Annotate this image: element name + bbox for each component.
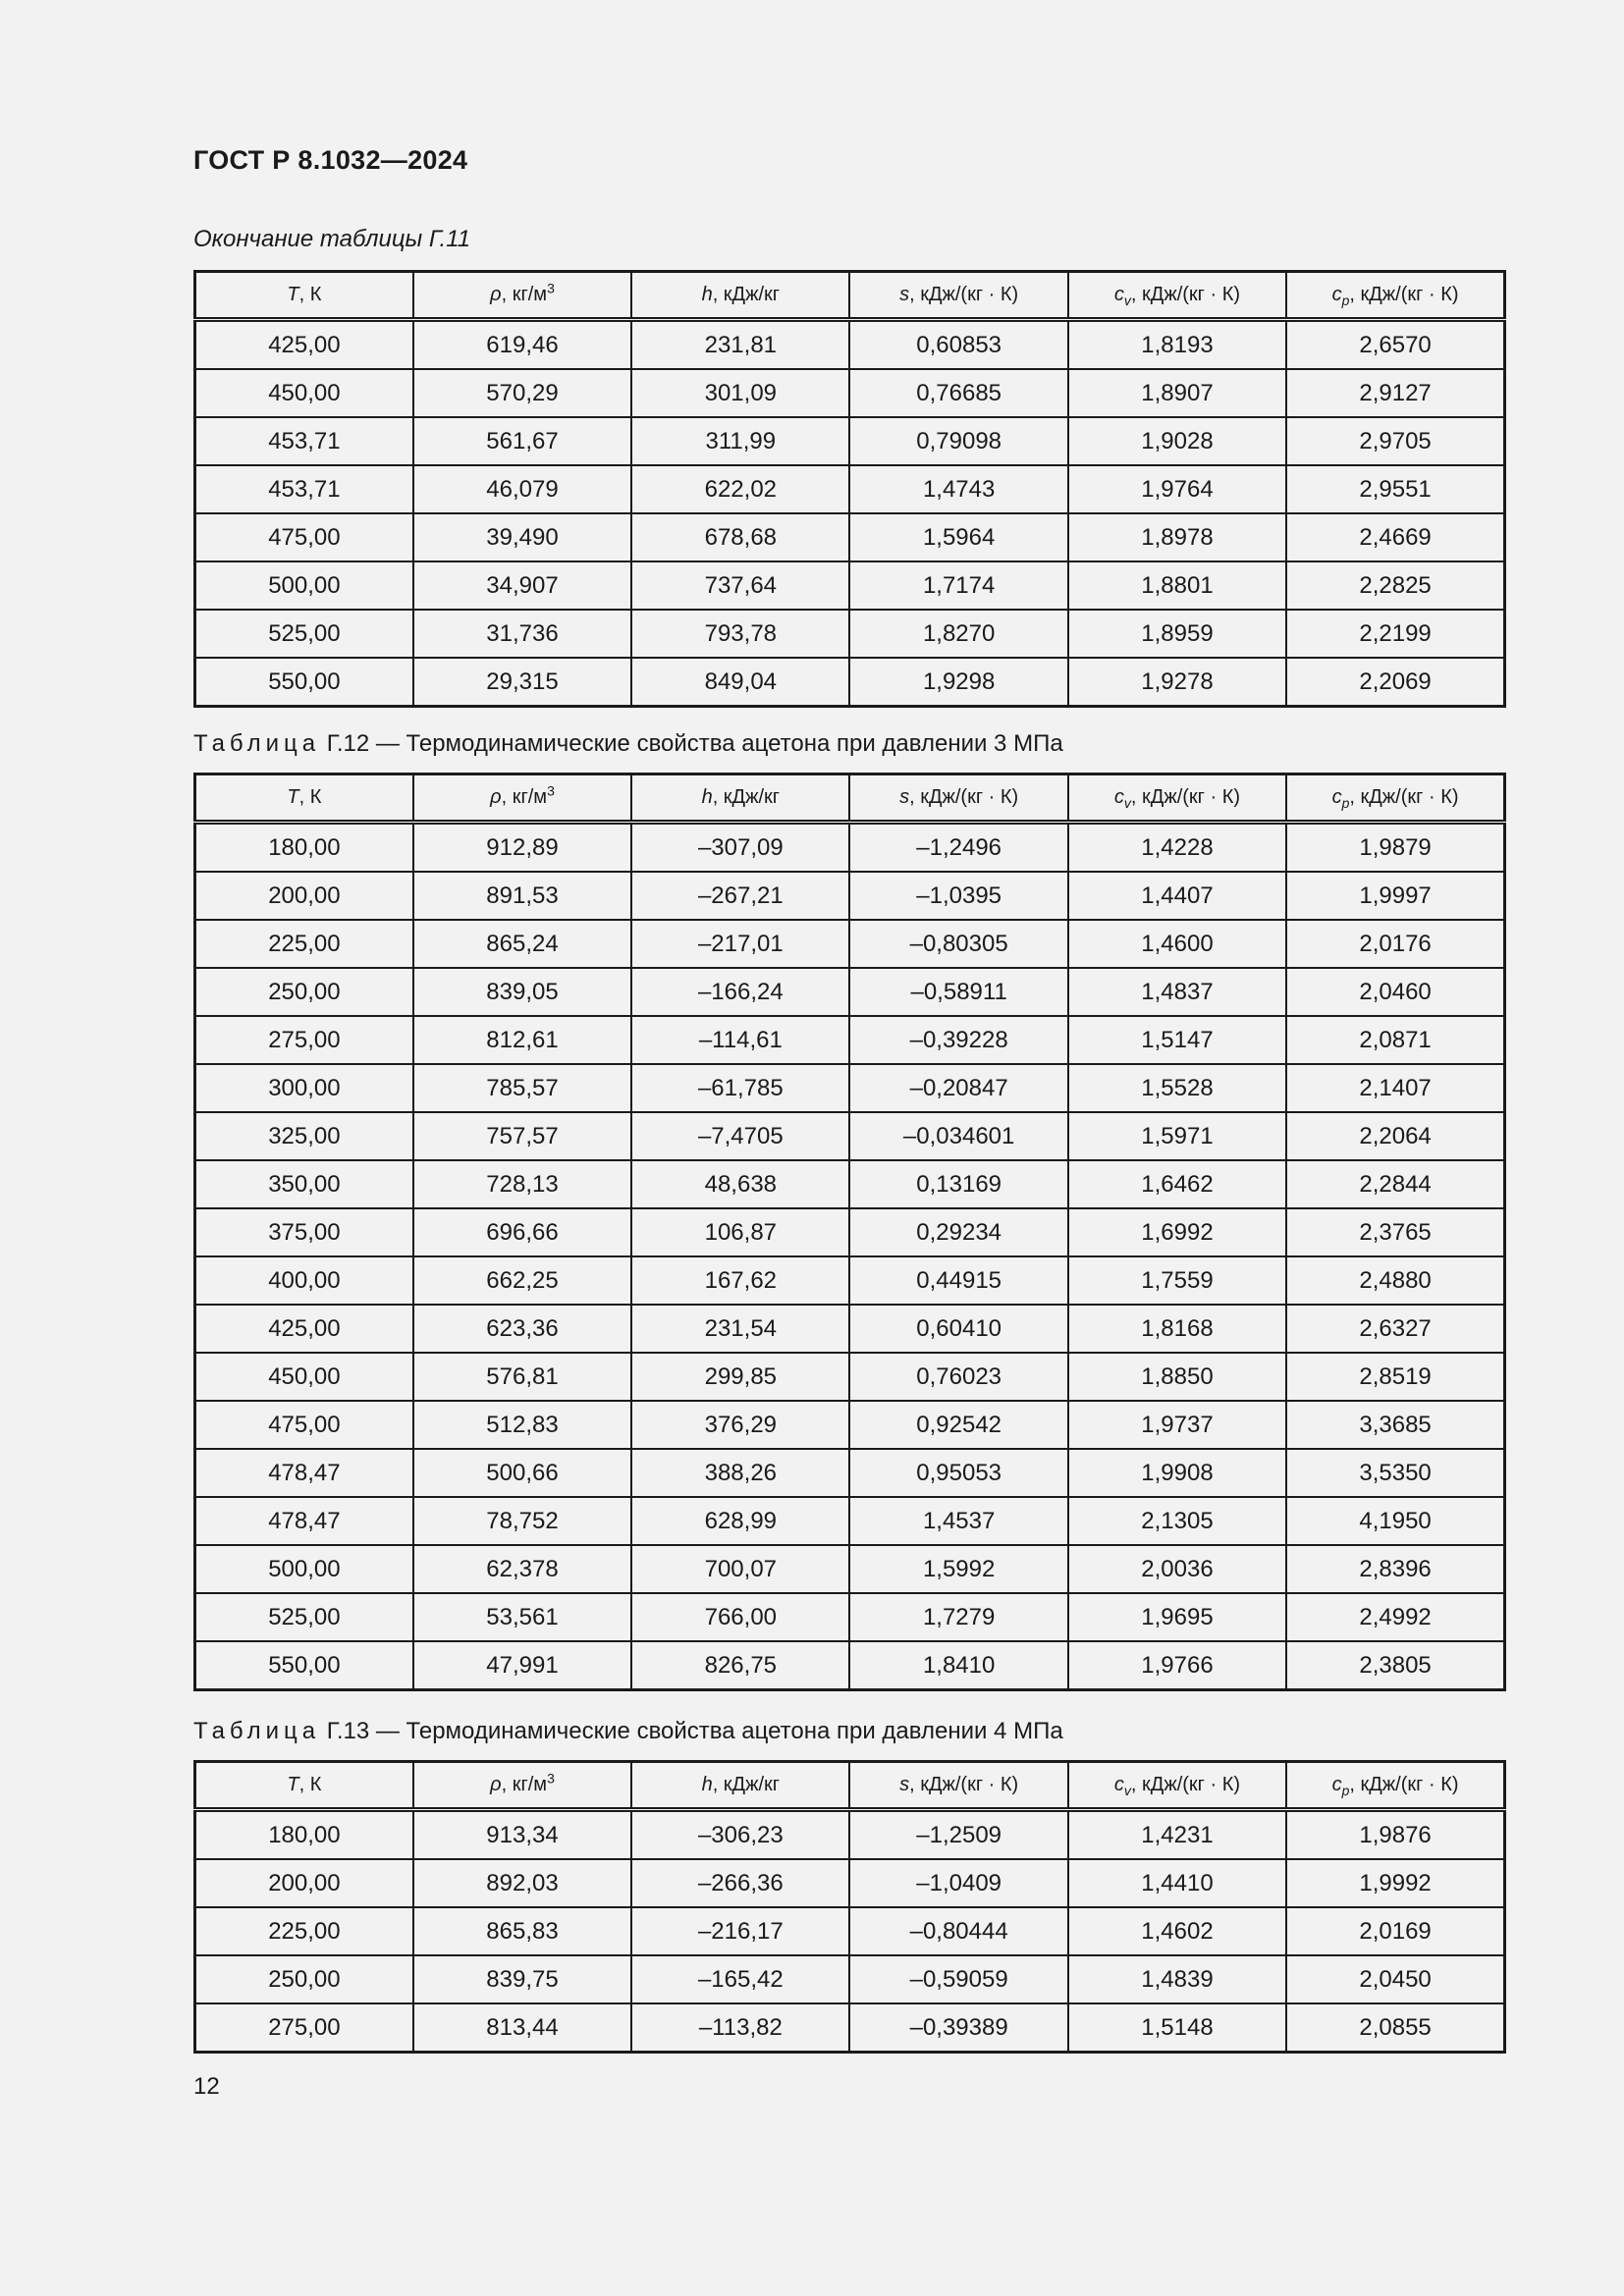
table-cell: 576,81 xyxy=(413,1353,631,1401)
table-cell: –113,82 xyxy=(631,2003,849,2053)
table-cell: –0,59059 xyxy=(849,1955,1067,2003)
table-cell: 325,00 xyxy=(195,1112,413,1160)
table-cell: –216,17 xyxy=(631,1907,849,1955)
table-cell: 275,00 xyxy=(195,2003,413,2053)
table-cell: 826,75 xyxy=(631,1641,849,1690)
table-row xyxy=(195,1497,1505,1545)
table-cell: 478,47 xyxy=(195,1449,413,1497)
table-cell: –1,2496 xyxy=(849,823,1067,873)
table-cell: 2,0169 xyxy=(1286,1907,1504,1955)
table-row xyxy=(195,1449,1505,1497)
column-header: T, К xyxy=(195,774,413,823)
table-cell: 2,2844 xyxy=(1286,1160,1504,1208)
table-cell: 2,4992 xyxy=(1286,1593,1504,1641)
table-cell: 2,2069 xyxy=(1286,658,1504,707)
table-cell: 1,7174 xyxy=(849,561,1067,610)
table-cell: 29,315 xyxy=(413,658,631,707)
table-cell: 839,05 xyxy=(413,968,631,1016)
table-row xyxy=(195,465,1505,513)
table-cell: 728,13 xyxy=(413,1160,631,1208)
table-header-row xyxy=(195,272,1505,320)
table-cell: –0,39389 xyxy=(849,2003,1067,2053)
table-cell: 1,8801 xyxy=(1068,561,1286,610)
table-cell: 1,9992 xyxy=(1286,1859,1504,1907)
table-row xyxy=(195,513,1505,561)
table-row xyxy=(195,1641,1505,1690)
table-cell: 737,64 xyxy=(631,561,849,610)
table-cell: 0,60853 xyxy=(849,320,1067,370)
table-cell: 301,09 xyxy=(631,369,849,417)
table-cell: 891,53 xyxy=(413,872,631,920)
table-cell: –0,39228 xyxy=(849,1016,1067,1064)
table-cell: 180,00 xyxy=(195,823,413,873)
table-cell: 1,5964 xyxy=(849,513,1067,561)
table-cell: 2,0176 xyxy=(1286,920,1504,968)
table-cell: 2,3765 xyxy=(1286,1208,1504,1256)
table-cell: –307,09 xyxy=(631,823,849,873)
table-cell: 622,02 xyxy=(631,465,849,513)
table-cell: 2,4669 xyxy=(1286,513,1504,561)
table-cell: 225,00 xyxy=(195,1907,413,1955)
table-row xyxy=(195,920,1505,968)
table-cell: 839,75 xyxy=(413,1955,631,2003)
table-cell: 2,9127 xyxy=(1286,369,1504,417)
table-cell: 0,13169 xyxy=(849,1160,1067,1208)
table-cell: 450,00 xyxy=(195,369,413,417)
column-header: T, К xyxy=(195,272,413,320)
table-cell: 2,9551 xyxy=(1286,465,1504,513)
table-cell: 106,87 xyxy=(631,1208,849,1256)
table-cell: 525,00 xyxy=(195,1593,413,1641)
table-g13-caption xyxy=(193,1718,1063,1745)
table-cell: 1,9298 xyxy=(849,658,1067,707)
table-cell: –1,0395 xyxy=(849,872,1067,920)
table-cell: –0,58911 xyxy=(849,968,1067,1016)
table-header-row xyxy=(195,1762,1505,1810)
table-continuation-caption: Окончание таблицы Г.11 xyxy=(193,226,471,252)
table-cell: 2,1305 xyxy=(1068,1497,1286,1545)
table-cell: 0,76685 xyxy=(849,369,1067,417)
table-cell: 2,8519 xyxy=(1286,1353,1504,1401)
table-cell: 2,0460 xyxy=(1286,968,1504,1016)
table-row xyxy=(195,1112,1505,1160)
table-cell: 1,9766 xyxy=(1068,1641,1286,1690)
table-cell: 2,3805 xyxy=(1286,1641,1504,1690)
table-cell: 0,29234 xyxy=(849,1208,1067,1256)
column-header: $c_p$, кДж/(кг · К) xyxy=(1286,1762,1504,1810)
table-cell: 1,5148 xyxy=(1068,2003,1286,2053)
table-cell: 425,00 xyxy=(195,320,413,370)
table-cell: 1,7279 xyxy=(849,1593,1067,1641)
table-cell: 299,85 xyxy=(631,1353,849,1401)
table-cell: 1,9908 xyxy=(1068,1449,1286,1497)
table-cell: 376,29 xyxy=(631,1401,849,1449)
table-cell: 225,00 xyxy=(195,920,413,968)
table-cell: 31,736 xyxy=(413,610,631,658)
table-row xyxy=(195,610,1505,658)
table-cell: 1,9876 xyxy=(1286,1810,1504,1860)
table-cell: 231,81 xyxy=(631,320,849,370)
table-row xyxy=(195,1401,1505,1449)
table-cell: 1,8959 xyxy=(1068,610,1286,658)
column-header: $c_v$, кДж/(кг · К) xyxy=(1068,272,1286,320)
table-cell: 623,36 xyxy=(413,1305,631,1353)
table-cell: 48,638 xyxy=(631,1160,849,1208)
table-cell: 892,03 xyxy=(413,1859,631,1907)
table-cell: 3,5350 xyxy=(1286,1449,1504,1497)
column-header: s, кДж/(кг · К) xyxy=(849,1762,1067,1810)
table-cell: 1,5147 xyxy=(1068,1016,1286,1064)
table-header-row xyxy=(195,774,1505,823)
table-cell: 0,79098 xyxy=(849,417,1067,465)
table-cell: 250,00 xyxy=(195,1955,413,2003)
column-header: h, кДж/кг xyxy=(631,1762,849,1810)
table-cell: 1,9879 xyxy=(1286,823,1504,873)
table-cell: 46,079 xyxy=(413,465,631,513)
table-cell: 0,76023 xyxy=(849,1353,1067,1401)
table-cell: –0,034601 xyxy=(849,1112,1067,1160)
table-g12 xyxy=(193,773,1506,1691)
table-cell: 2,9705 xyxy=(1286,417,1504,465)
table-row xyxy=(195,1593,1505,1641)
table-cell: 275,00 xyxy=(195,1016,413,1064)
table-cell: 1,4231 xyxy=(1068,1810,1286,1860)
table-cell: –266,36 xyxy=(631,1859,849,1907)
table-cell: 813,44 xyxy=(413,2003,631,2053)
table-cell: 2,2825 xyxy=(1286,561,1504,610)
table-cell: 570,29 xyxy=(413,369,631,417)
table-cell: 4,1950 xyxy=(1286,1497,1504,1545)
table-row xyxy=(195,561,1505,610)
table-cell: 425,00 xyxy=(195,1305,413,1353)
table-cell: 500,00 xyxy=(195,1545,413,1593)
table-cell: 812,61 xyxy=(413,1016,631,1064)
table-cell: 1,4602 xyxy=(1068,1907,1286,1955)
table-cell: 500,66 xyxy=(413,1449,631,1497)
table-cell: 1,8907 xyxy=(1068,369,1286,417)
table-cell: 450,00 xyxy=(195,1353,413,1401)
table-cell: –114,61 xyxy=(631,1016,849,1064)
table-cell: 1,6462 xyxy=(1068,1160,1286,1208)
table-row xyxy=(195,1955,1505,2003)
table-row xyxy=(195,1064,1505,1112)
table-cell: 550,00 xyxy=(195,658,413,707)
table-cell: 2,6570 xyxy=(1286,320,1504,370)
document-id: ГОСТ Р 8.1032—2024 xyxy=(193,145,468,175)
column-header: ρ, $кг/м^3$ xyxy=(413,1762,631,1810)
table-cell: –217,01 xyxy=(631,920,849,968)
table-cell: 525,00 xyxy=(195,610,413,658)
table-row xyxy=(195,1256,1505,1305)
table-cell: 400,00 xyxy=(195,1256,413,1305)
table-cell: 1,9737 xyxy=(1068,1401,1286,1449)
table-cell: 39,490 xyxy=(413,513,631,561)
table-caption-text: Г.12 — Термодинамические свойства ацетона при давлении 3 МПа xyxy=(320,730,1063,757)
table-cell: –267,21 xyxy=(631,872,849,920)
table-cell: 350,00 xyxy=(195,1160,413,1208)
table-cell: 1,4743 xyxy=(849,465,1067,513)
table-cell: 2,1407 xyxy=(1286,1064,1504,1112)
column-header: s, кДж/(кг · К) xyxy=(849,774,1067,823)
table-row xyxy=(195,1353,1505,1401)
table-caption-prefix: Таблица xyxy=(193,730,321,757)
table-row xyxy=(195,872,1505,920)
table-cell: 311,99 xyxy=(631,417,849,465)
table-cell: 512,83 xyxy=(413,1401,631,1449)
table-cell: –7,4705 xyxy=(631,1112,849,1160)
table-cell: 453,71 xyxy=(195,417,413,465)
table-cell: 2,0036 xyxy=(1068,1545,1286,1593)
table-cell: 865,83 xyxy=(413,1907,631,1955)
table-cell: 849,04 xyxy=(631,658,849,707)
column-header: T, К xyxy=(195,1762,413,1810)
table-row xyxy=(195,823,1505,873)
table-cell: 913,34 xyxy=(413,1810,631,1860)
table-cell: 1,4537 xyxy=(849,1497,1067,1545)
table-cell: 1,9764 xyxy=(1068,465,1286,513)
column-header: $c_v$, кДж/(кг · К) xyxy=(1068,774,1286,823)
column-header: $c_p$, кДж/(кг · К) xyxy=(1286,774,1504,823)
table-cell: 300,00 xyxy=(195,1064,413,1112)
table-cell: 785,57 xyxy=(413,1064,631,1112)
table-cell: 231,54 xyxy=(631,1305,849,1353)
table-cell: 561,67 xyxy=(413,417,631,465)
table-cell: 2,2064 xyxy=(1286,1112,1504,1160)
table-cell: 2,4880 xyxy=(1286,1256,1504,1305)
column-header: h, кДж/кг xyxy=(631,774,849,823)
page-number: 12 xyxy=(193,2073,220,2100)
table-caption-prefix: Таблица xyxy=(193,1718,321,1744)
table-cell: 865,24 xyxy=(413,920,631,968)
table-cell: 793,78 xyxy=(631,610,849,658)
table-cell: –165,42 xyxy=(631,1955,849,2003)
table-row xyxy=(195,1016,1505,1064)
table-cell: 662,25 xyxy=(413,1256,631,1305)
table-cell: –61,785 xyxy=(631,1064,849,1112)
table-cell: 1,4410 xyxy=(1068,1859,1286,1907)
table-cell: 0,44915 xyxy=(849,1256,1067,1305)
table-cell: 2,0871 xyxy=(1286,1016,1504,1064)
table-cell: 388,26 xyxy=(631,1449,849,1497)
table-g13 xyxy=(193,1760,1506,2054)
column-header: $c_p$, кДж/(кг · К) xyxy=(1286,272,1504,320)
table-cell: 628,99 xyxy=(631,1497,849,1545)
table-cell: 766,00 xyxy=(631,1593,849,1641)
table-cell: 2,0855 xyxy=(1286,2003,1504,2053)
table-cell: –166,24 xyxy=(631,968,849,1016)
table-cell: –0,20847 xyxy=(849,1064,1067,1112)
table-cell: 34,907 xyxy=(413,561,631,610)
table-row xyxy=(195,320,1505,370)
table-cell: 619,46 xyxy=(413,320,631,370)
table-row xyxy=(195,1305,1505,1353)
table-row xyxy=(195,1907,1505,1955)
table-cell: 1,9278 xyxy=(1068,658,1286,707)
table-cell: 757,57 xyxy=(413,1112,631,1160)
table-g12-caption xyxy=(193,730,1063,758)
table-cell: 1,5992 xyxy=(849,1545,1067,1593)
table-cell: 1,4839 xyxy=(1068,1955,1286,2003)
table-cell: 500,00 xyxy=(195,561,413,610)
column-header: $c_v$, кДж/(кг · К) xyxy=(1068,1762,1286,1810)
table-cell: 180,00 xyxy=(195,1810,413,1860)
table-row xyxy=(195,1160,1505,1208)
table-cell: 1,9997 xyxy=(1286,872,1504,920)
table-cell: 2,2199 xyxy=(1286,610,1504,658)
table-row xyxy=(195,417,1505,465)
table-cell: –0,80444 xyxy=(849,1907,1067,1955)
table-cell: 0,60410 xyxy=(849,1305,1067,1353)
table-row xyxy=(195,1859,1505,1907)
table-cell: 1,8410 xyxy=(849,1641,1067,1690)
table-cell: 78,752 xyxy=(413,1497,631,1545)
table-cell: 475,00 xyxy=(195,513,413,561)
table-cell: 3,3685 xyxy=(1286,1401,1504,1449)
table-cell: –1,2509 xyxy=(849,1810,1067,1860)
table-cell: 912,89 xyxy=(413,823,631,873)
table-cell: –1,0409 xyxy=(849,1859,1067,1907)
table-row xyxy=(195,1545,1505,1593)
table-cell: 1,8270 xyxy=(849,610,1067,658)
table-cell: 475,00 xyxy=(195,1401,413,1449)
table-cell: 1,9695 xyxy=(1068,1593,1286,1641)
table-cell: 1,6992 xyxy=(1068,1208,1286,1256)
table-cell: 1,4837 xyxy=(1068,968,1286,1016)
table-row xyxy=(195,1810,1505,1860)
table-cell: 700,07 xyxy=(631,1545,849,1593)
table-cell: 1,8168 xyxy=(1068,1305,1286,1353)
table-cell: 2,0450 xyxy=(1286,1955,1504,2003)
table-row xyxy=(195,2003,1505,2053)
column-header: ρ, $кг/м^3$ xyxy=(413,774,631,823)
table-cell: 678,68 xyxy=(631,513,849,561)
table-row xyxy=(195,369,1505,417)
table-cell: 1,8193 xyxy=(1068,320,1286,370)
table-cell: 0,92542 xyxy=(849,1401,1067,1449)
table-cell: 2,8396 xyxy=(1286,1545,1504,1593)
column-header: ρ, $кг/м^3$ xyxy=(413,272,631,320)
table-cell: 0,95053 xyxy=(849,1449,1067,1497)
table-cell: 478,47 xyxy=(195,1497,413,1545)
table-row xyxy=(195,658,1505,707)
table-cell: 1,7559 xyxy=(1068,1256,1286,1305)
table-cell: –306,23 xyxy=(631,1810,849,1860)
table-row xyxy=(195,1208,1505,1256)
table-cell: 53,561 xyxy=(413,1593,631,1641)
table-cell: 696,66 xyxy=(413,1208,631,1256)
table-cell: 1,4407 xyxy=(1068,872,1286,920)
table-row xyxy=(195,968,1505,1016)
table-cell: 62,378 xyxy=(413,1545,631,1593)
table-cell: 250,00 xyxy=(195,968,413,1016)
table-cell: –0,80305 xyxy=(849,920,1067,968)
table-cell: 1,9028 xyxy=(1068,417,1286,465)
table-cell: 167,62 xyxy=(631,1256,849,1305)
table-cell: 47,991 xyxy=(413,1641,631,1690)
table-cell: 453,71 xyxy=(195,465,413,513)
table-cell: 1,5971 xyxy=(1068,1112,1286,1160)
table-cell: 2,6327 xyxy=(1286,1305,1504,1353)
table-cell: 550,00 xyxy=(195,1641,413,1690)
column-header: h, кДж/кг xyxy=(631,272,849,320)
table-cell: 375,00 xyxy=(195,1208,413,1256)
table-cell: 1,4600 xyxy=(1068,920,1286,968)
table-cell: 200,00 xyxy=(195,1859,413,1907)
table-g11 xyxy=(193,270,1506,708)
table-cell: 1,8850 xyxy=(1068,1353,1286,1401)
table-cell: 200,00 xyxy=(195,872,413,920)
table-caption-text: Г.13 — Термодинамические свойства ацетона при давлении 4 МПа xyxy=(320,1718,1063,1744)
table-cell: 1,4228 xyxy=(1068,823,1286,873)
table-cell: 1,5528 xyxy=(1068,1064,1286,1112)
column-header: s, кДж/(кг · К) xyxy=(849,272,1067,320)
table-cell: 1,8978 xyxy=(1068,513,1286,561)
